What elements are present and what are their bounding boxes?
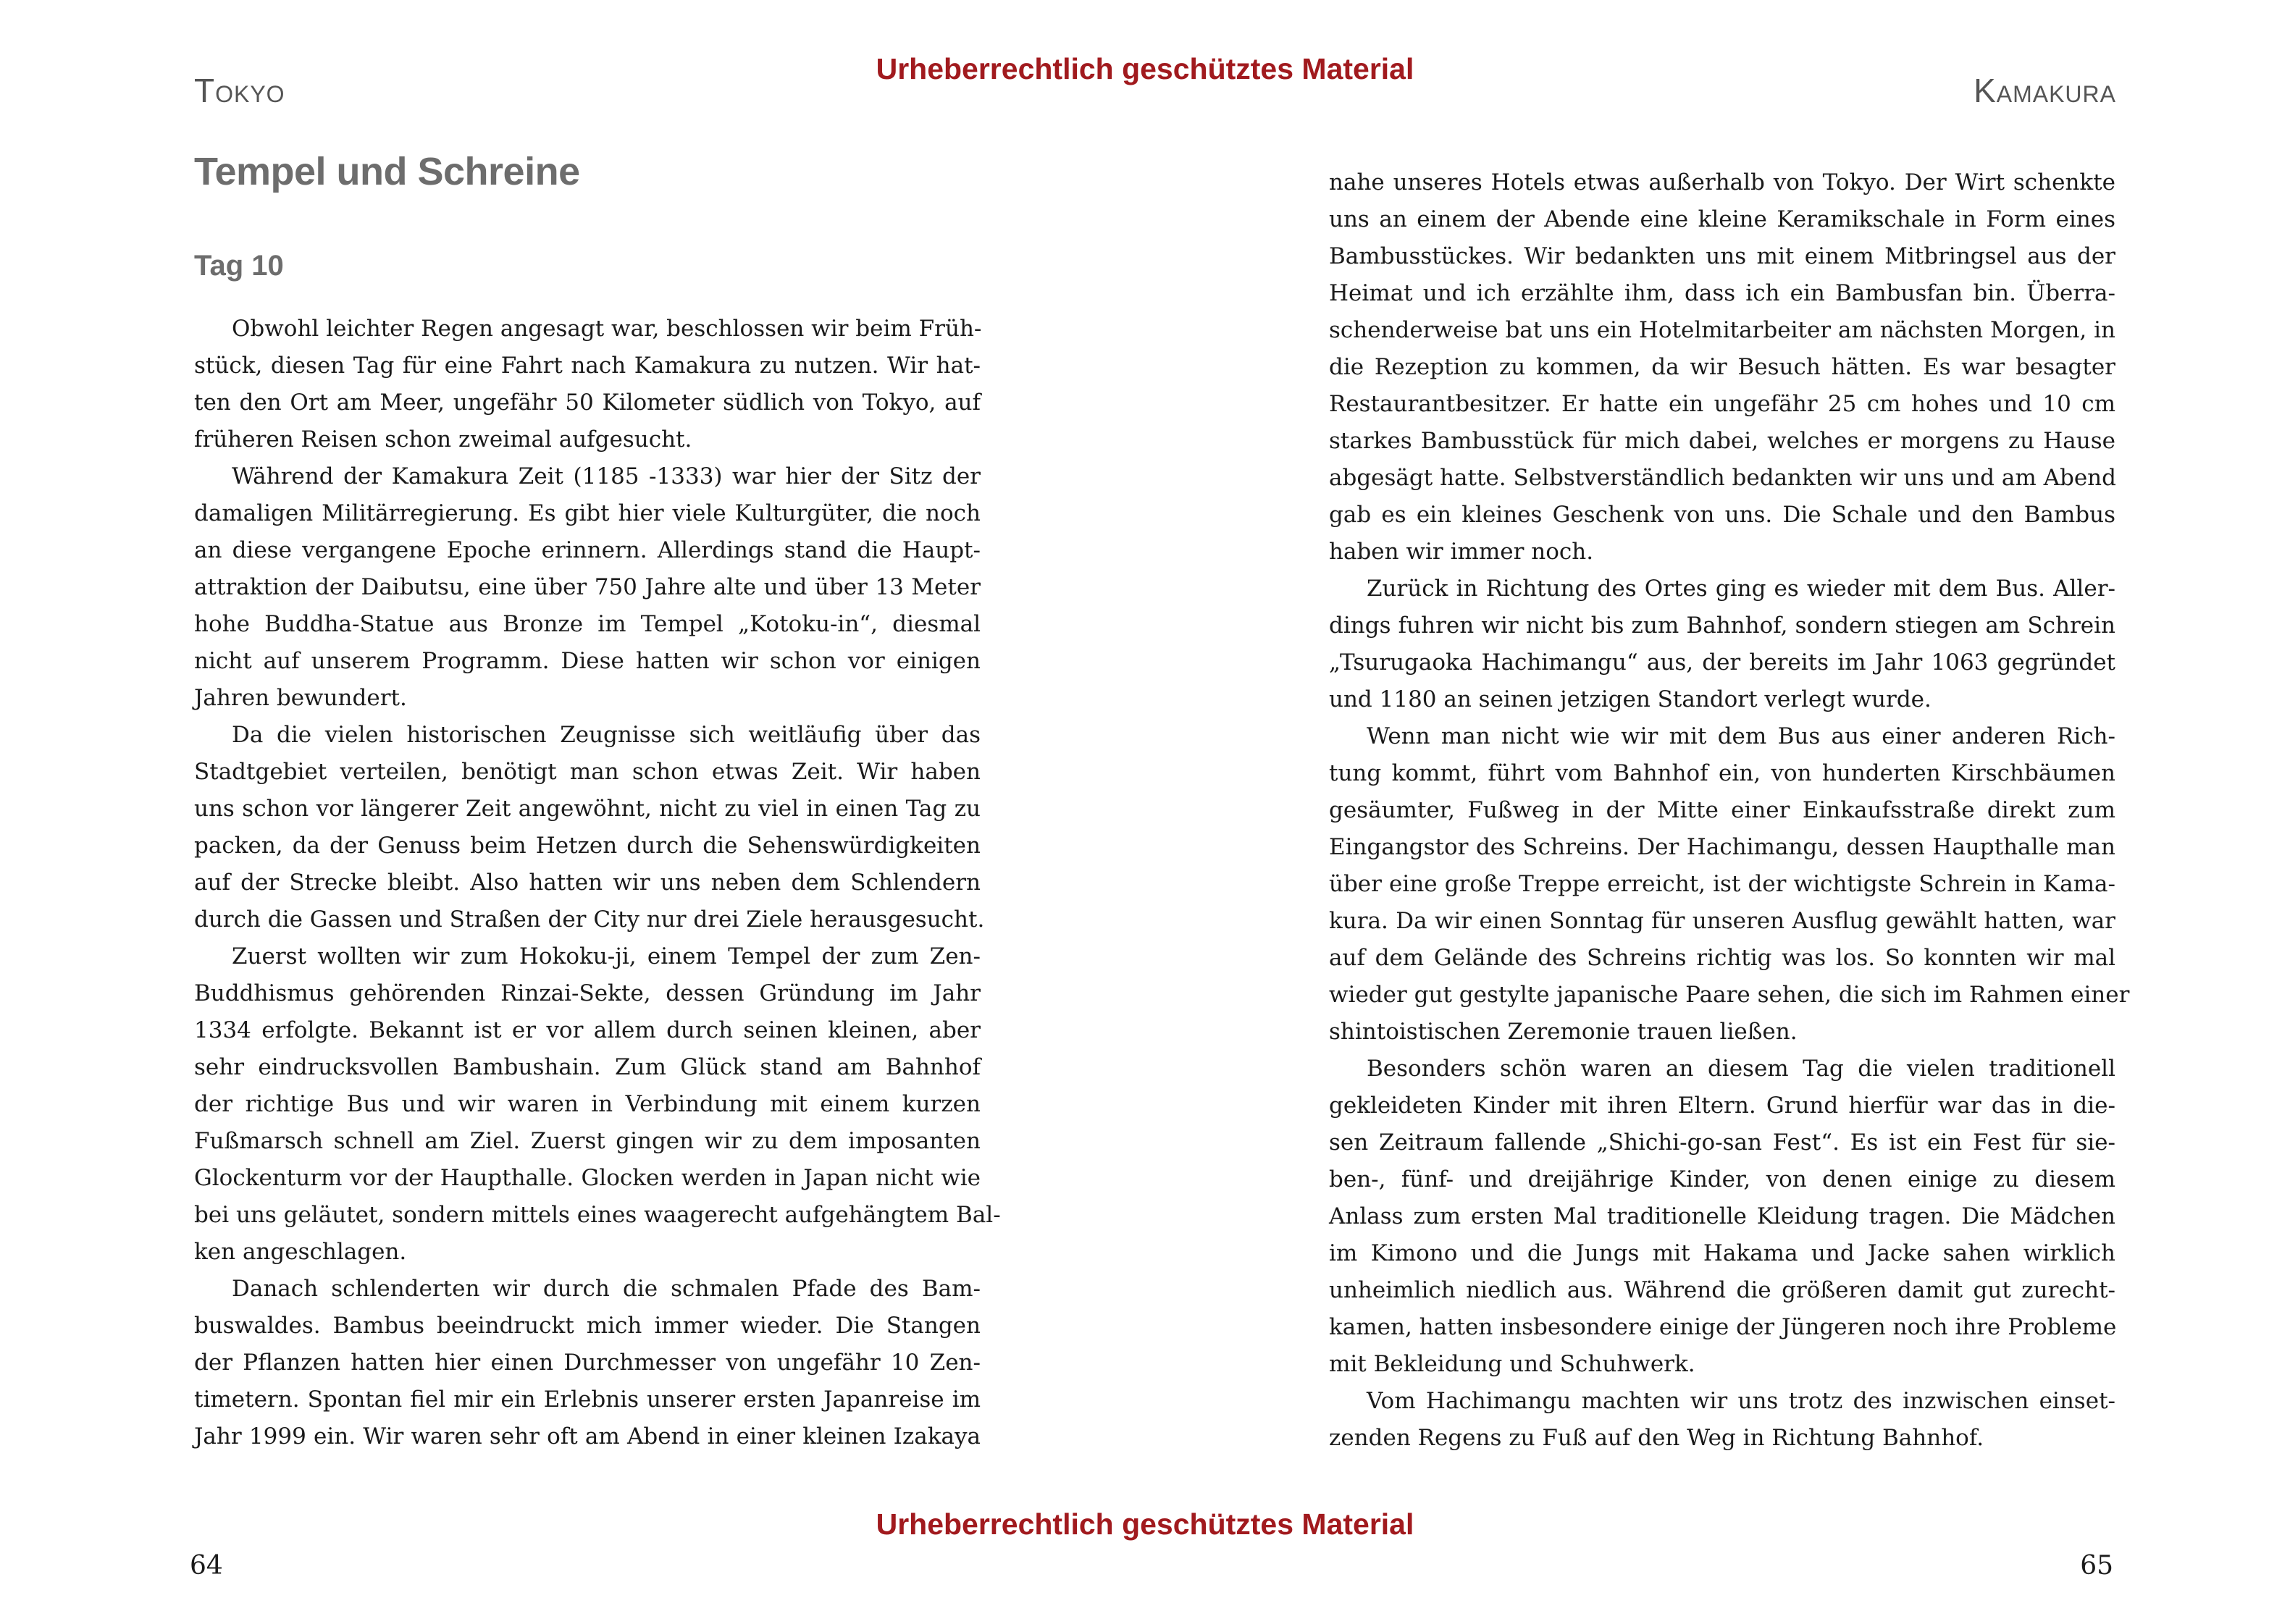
text-line: tung kommt, führt vom Bahnhof ein, von hunderten Kirschbäumen <box>1329 760 2115 786</box>
text-line: Buddhismus gehörenden Rinzai-Sekte, dessen Gründung im Jahr <box>194 980 981 1006</box>
text-line: stück, diesen Tag für eine Fahrt nach Kamakura zu nutzen. Wir hat- <box>194 353 981 379</box>
text-line: Jahren bewundert. <box>194 685 407 711</box>
text-line: Jahr 1999 ein. Wir waren sehr oft am Abend in einer kleinen Izakaya <box>194 1423 981 1450</box>
text-line: der richtige Bus und wir waren in Verbindung mit einem kurzen <box>194 1091 981 1117</box>
text-line: packen, da der Genuss beim Hetzen durch die Sehenswürdigkeiten <box>194 833 981 859</box>
text-line: auf der Strecke bleibt. Also hatten wir uns neben dem Schlendern <box>194 870 981 896</box>
text-line: Eingangstor des Schreins. Der Hachimangu, dessen Haupthalle man <box>1329 834 2115 860</box>
right-page <box>1145 0 2290 1624</box>
text-line: shintoistischen Zeremonie trauen ließen. <box>1329 1019 1798 1045</box>
copyright-watermark-top: Urheberrechtlich geschütztes Material <box>876 52 1414 85</box>
text-line: ben-, fünf- und dreijährige Kinder, von denen einige zu diesem <box>1329 1166 2115 1192</box>
text-line: Stadtgebiet verteilen, benötigt man schon etwas Zeit. Wir haben <box>194 759 981 785</box>
text-line: und 1180 an seinen jetzigen Standort verlegt wurde. <box>1329 686 1932 712</box>
text-line: unheimlich niedlich aus. Während die größeren damit gut zurecht- <box>1329 1277 2115 1303</box>
text-line: im Kimono und die Jungs mit Hakama und Jacke sahen wirklich <box>1329 1240 2115 1266</box>
text-line: an diese vergangene Epoche erinnern. Allerdings stand die Haupt- <box>194 537 981 563</box>
text-line: „Tsurugaoka Hachimangu“ aus, der bereits im Jahr 1063 gegründet <box>1329 649 2115 676</box>
text-line: uns schon vor längerer Zeit angewöhnt, nicht zu viel in einen Tag zu <box>194 796 981 822</box>
text-line: haben wir immer noch. <box>1329 539 1594 565</box>
text-line: mit Bekleidung und Schuhwerk. <box>1329 1351 1695 1377</box>
text-line: Danach schlenderten wir durch die schmalen Pfade des Bam- <box>232 1276 981 1302</box>
page-number-left: 64 <box>190 1551 223 1581</box>
page-number-right: 65 <box>2080 1551 2113 1581</box>
chapter-title: Tempel und Schreine <box>194 150 580 193</box>
text-line: attraktion der Daibutsu, eine über 750 Jahre alte und über 13 Meter <box>194 574 981 600</box>
running-head-left: Tokyo <box>194 72 285 109</box>
text-line: gab es ein kleines Geschenk von uns. Die Schale und den Bambus <box>1329 502 2115 528</box>
text-line: zenden Regens zu Fuß auf den Weg in Richtung Bahnhof. <box>1329 1425 1984 1451</box>
text-line: nahe unseres Hotels etwas außerhalb von Tokyo. Der Wirt schenkte <box>1329 169 2115 195</box>
text-line: Glockenturm vor der Haupthalle. Glocken werden in Japan nicht wie <box>194 1165 981 1191</box>
text-line: Besonders schön waren an diesem Tag die vielen traditionell <box>1367 1056 2115 1082</box>
text-line: Zuerst wollten wir zum Hokoku-ji, einem Tempel der zum Zen- <box>232 943 981 969</box>
left-body-text <box>194 311 1001 1455</box>
text-line: Da die vielen historischen Zeugnisse sich weitläufig über das <box>232 722 981 748</box>
text-line: wieder gut gestylte japanische Paare sehen, die sich im Rahmen einer <box>1329 982 2130 1008</box>
text-line: damaligen Militärregierung. Es gibt hier viele Kulturgüter, die noch <box>194 500 981 526</box>
text-line: sehr eindrucksvollen Bambushain. Zum Glück stand am Bahnhof <box>194 1054 981 1080</box>
text-line: abgesägt hatte. Selbstverständlich bedankten wir uns und am Abend <box>1329 465 2116 491</box>
day-heading: Tag 10 <box>194 250 284 282</box>
text-line: uns an einem der Abende eine kleine Keramikschale in Form eines <box>1329 206 2115 232</box>
text-line: Heimat und ich erzählte ihm, dass ich ein Bambusfan bin. Überra- <box>1329 280 2115 306</box>
text-line: timetern. Spontan fiel mir ein Erlebnis unserer ersten Japanreise im <box>194 1387 981 1413</box>
text-line: buswaldes. Bambus beeindruckt mich immer wieder. Die Stangen <box>194 1313 981 1339</box>
text-line: starkes Bambusstück für mich dabei, welches er morgens zu Hause <box>1329 428 2115 454</box>
text-line: ten den Ort am Meer, ungefähr 50 Kilometer südlich von Tokyo, auf <box>194 390 981 416</box>
text-line: dings fuhren wir nicht bis zum Bahnhof, sondern stiegen am Schrein <box>1329 613 2115 639</box>
text-line: ken angeschlagen. <box>194 1239 407 1265</box>
text-line: Während der Kamakura Zeit (1185 -1333) war hier der Sitz der <box>232 463 981 489</box>
text-line: schenderweise bat uns ein Hotelmitarbeiter am nächsten Morgen, in <box>1329 317 2115 343</box>
copyright-watermark-bottom: Urheberrechtlich geschütztes Material <box>876 1507 1414 1541</box>
right-body-text <box>1329 164 2130 1457</box>
running-head-right: Kamakura <box>1974 72 2116 109</box>
text-line: Obwohl leichter Regen angesagt war, beschlossen wir beim Früh- <box>232 316 982 342</box>
text-line: Anlass zum ersten Mal traditionelle Kleidung tragen. Die Mädchen <box>1329 1203 2115 1229</box>
text-line: kura. Da wir einen Sonntag für unseren Ausflug gewählt hatten, war <box>1329 908 2115 934</box>
text-line: Vom Hachimangu machten wir uns trotz des inzwischen einset- <box>1367 1388 2115 1414</box>
text-line: gekleideten Kinder mit ihren Eltern. Grund hierfür war das in die- <box>1329 1093 2115 1119</box>
text-line: Fußmarsch schnell am Ziel. Zuerst gingen wir zu dem imposanten <box>194 1128 981 1154</box>
text-line: Wenn man nicht wie wir mit dem Bus aus einer anderen Rich- <box>1367 723 2115 749</box>
text-line: auf dem Gelände des Schreins richtig was los. So konnten wir mal <box>1329 945 2115 971</box>
text-line: Bambusstückes. Wir bedankten uns mit einem Mitbringsel aus der <box>1329 243 2115 269</box>
text-line: bei uns geläutet, sondern mittels eines waagerecht aufgehängtem Bal- <box>194 1202 1001 1228</box>
text-line: über eine große Treppe erreicht, ist der wichtigste Schrein in Kama- <box>1329 871 2115 897</box>
text-line: gesäumter, Fußweg in der Mitte einer Einkaufsstraße direkt zum <box>1329 797 2115 823</box>
text-line: 1334 erfolgte. Bekannt ist er vor allem durch seinen kleinen, aber <box>194 1017 981 1043</box>
text-line: hohe Buddha-Statue aus Bronze im Tempel „Kotoku-in“, diesmal <box>194 611 981 637</box>
text-line: nicht auf unserem Programm. Diese hatten wir schon vor einigen <box>194 648 981 674</box>
text-line: der Pflanzen hatten hier einen Durchmesser von ungefähr 10 Zen- <box>194 1350 981 1376</box>
text-line: durch die Gassen und Straßen der City nur drei Ziele herausgesucht. <box>194 906 985 933</box>
text-line: die Rezeption zu kommen, da wir Besuch hätten. Es war besagter <box>1329 354 2115 380</box>
text-line: früheren Reisen schon zweimal aufgesucht. <box>194 426 692 453</box>
text-line: sen Zeitraum fallende „Shichi-go-san Fest“. Es ist ein Fest für sie- <box>1329 1129 2115 1156</box>
text-line: Zurück in Richtung des Ortes ging es wieder mit dem Bus. Aller- <box>1367 576 2115 602</box>
text-line: Restaurantbesitzer. Er hatte ein ungefähr 25 cm hohes und 10 cm <box>1329 391 2115 417</box>
text-line: kamen, hatten insbesondere einige der Jüngeren noch ihre Probleme <box>1329 1314 2117 1340</box>
